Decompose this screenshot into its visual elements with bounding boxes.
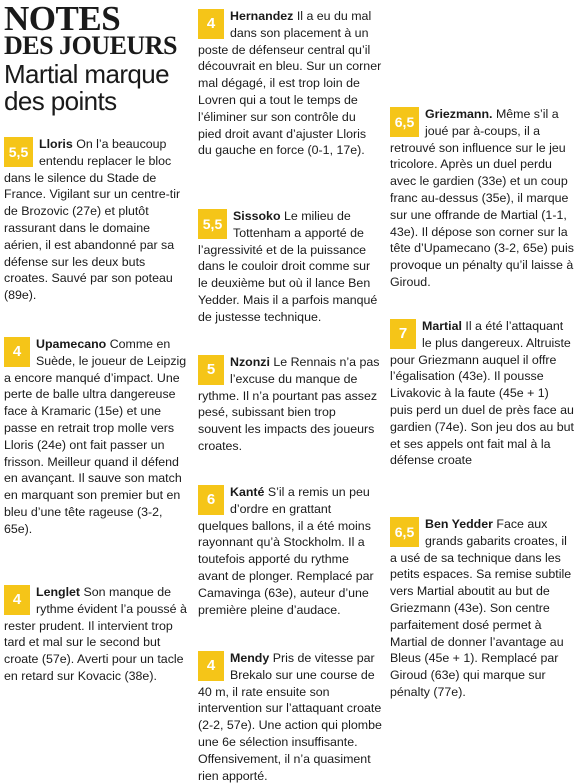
player-note-lloris [4, 136, 190, 304]
player-comment: Pris de vitesse par Brekalo sur une course de 40 m, il rate ensuite son intervention sur l’attaquant croate (2-2, 57e). Une action qui plombe une 6e sélection insuffisante. Offensivement, il n’a quasiment rien apporté. [198, 651, 382, 783]
rating-badge: 6 [198, 485, 224, 515]
player-note-mendy [198, 650, 382, 784]
player-comment: Le Rennais n’a pas l’excuse du manque de rythme. Il n’a pourtant pas assez pesé, subissant bien trop souvent les impacts des joueurs croates. [198, 355, 380, 453]
rating-badge: 6,5 [390, 517, 419, 547]
rating-badge: 4 [4, 585, 30, 615]
player-comment: Le milieu de Tottenham a apporté de l’agressivité et de la puissance dans le couloir droit comme sur le deuxième but où il lance Ben Yedder. Mais il a parfois manqué de justesse technique. [198, 209, 378, 324]
player-name: Kanté [230, 485, 265, 499]
player-name: Martial [422, 319, 462, 333]
player-name: Lenglet [36, 585, 81, 599]
player-note-hernandez [198, 8, 382, 159]
player-comment: Face aux grands gabarits croates, il a usé de sa technique dans les petits espaces. Sa remise subtile vers Martial aboutit au but de Griezmann (43e). Son centre parfaitement dosé permet à Martial de donner l’avantage au Bleus (45e + 1). Remplacé par Giroud (63e) qui marque sur pénalty (77e). [390, 517, 572, 699]
page-header [4, 0, 190, 116]
headline: Martial marque des points [4, 59, 169, 116]
player-name: Lloris [39, 137, 73, 151]
player-name: Nzonzi [230, 355, 270, 369]
title-des-joueurs: DES JOUEURS [4, 31, 177, 60]
rating-badge: 4 [4, 337, 30, 367]
player-note-griezmann [390, 106, 574, 291]
player-name: Sissoko [233, 209, 281, 223]
player-note-ben-yedder [390, 516, 574, 701]
player-note-kante [198, 484, 382, 618]
player-name: Griezmann. [425, 107, 493, 121]
rating-badge: 4 [198, 9, 224, 39]
player-comment: Il a été l’attaquant le plus dangereux. Altruiste pour Griezmann auquel il offre l’égalisation (43e). Il pousse Livakovic à la faute (45e + 1) puis perd un duel de près face au gardien (74e). Son jeu dos au but et ses appels ont fait mal à la défense croate [390, 319, 574, 468]
title-notes: NOTES [4, 0, 121, 38]
player-name: Mendy [230, 651, 270, 665]
player-comment: Comme en Suède, le joueur de Leipzig a encore manqué d’impact. Une perte de balle ultra dangereuse face à Kramaric (15e) et une passe en retrait trop molle vers Lloris (24e) ont fait passer un frisson. Meilleur quand il défend en avançant. Il sauve son match en marquant son premier but en bleu d’une tête rageuse (3-2, 65e). [4, 337, 187, 536]
player-note-martial [390, 318, 574, 469]
player-comment: S’il a remis un peu d’ordre en grattant quelques ballons, il a été moins rayonnant qu’à Stockholm. Il a toutefois apporté du rythme avant de plonger. Remplacé par Camavinga (63e), auteur d’une première pleine d’audace. [198, 485, 374, 617]
player-name: Upamecano [36, 337, 107, 351]
rating-badge: 5,5 [198, 209, 227, 239]
player-note-upamecano [4, 336, 190, 538]
rating-badge: 6,5 [390, 107, 419, 137]
player-note-lenglet [4, 584, 190, 685]
rating-badge: 5 [198, 355, 224, 385]
rating-badge: 5,5 [4, 137, 33, 167]
player-note-sissoko [198, 208, 382, 326]
player-comment: On l’a beaucoup entendu replacer le bloc dans le silence du Stade de France. Vigilant sur un centre-tir de Brozovic (27e) et plutôt rassurant dans le domaine aérien, il est abandonné par sa défense sur les deux buts croates. Sauvé par son poteau (89e). [4, 137, 181, 303]
rating-badge: 7 [390, 319, 416, 349]
player-comment: Il a eu du mal dans son placement à un poste de défenseur central qu’il découvrait en bleu. Sur un corner mal dégagé, il est trop loin de Lovren qui a tout le temps de l’éliminer sur son contrôle du pied droit avant d’ajuster Lloris du gauche en force (0-1, 17e). [198, 9, 382, 158]
player-name: Ben Yedder [425, 517, 493, 531]
player-name: Hernandez [230, 9, 294, 23]
player-comment: Son manque de rythme évident l’a poussé à rester prudent. Il intervient trop tard et mal sur le second but croate (57e). Averti pour un tacle en retard sur Kovacic (38e). [4, 585, 187, 683]
player-note-nzonzi [198, 354, 382, 455]
column-1 [4, 0, 190, 683]
rating-badge: 4 [198, 651, 224, 681]
player-comment: Même s’il a joué par à-coups, il a retrouvé son influence sur le jeu tricolore. Après un duel perdu avec le gardien (33e) et un coup franc au-dessus (35e), il marque sur une offrande de Martial (1-1, 43e). Il dépose son corner sur la tête d’Upamecano (3-2, 65e) puis provoque un pénalty qu’il laisse à Giroud. [390, 107, 574, 289]
